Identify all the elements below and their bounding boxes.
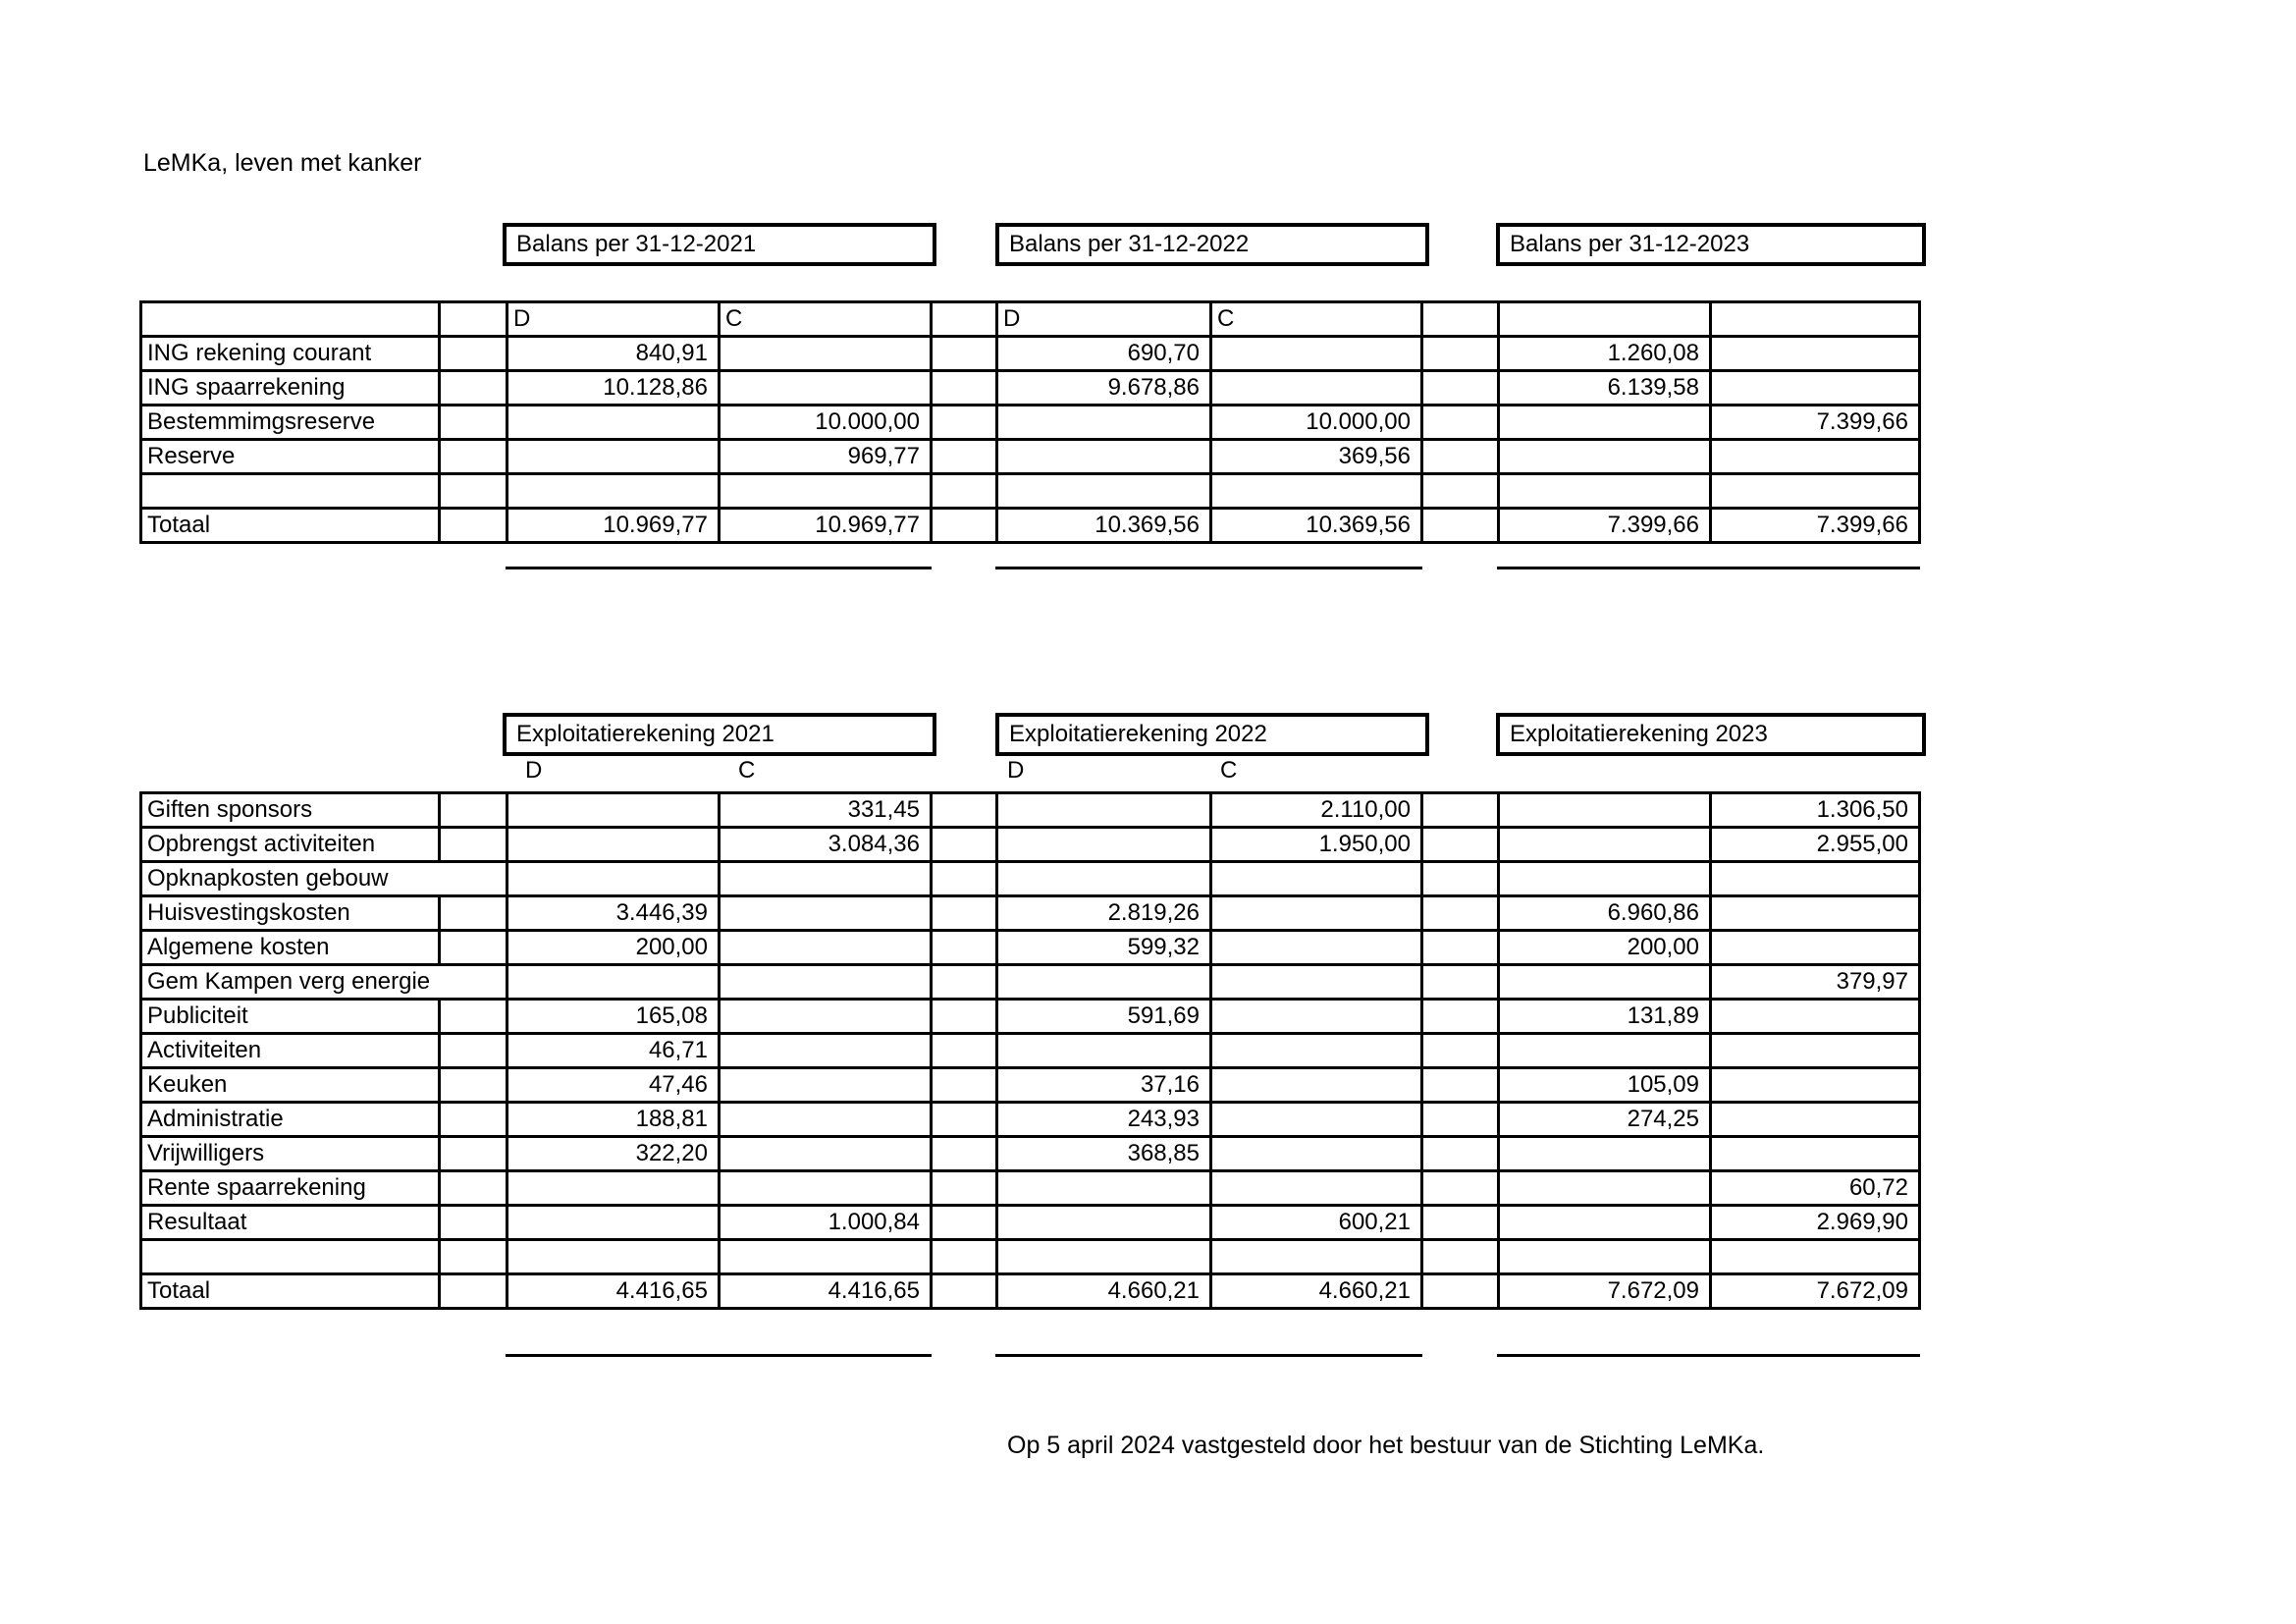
spacer-cell — [1422, 1274, 1499, 1309]
spacer-cell — [1422, 1171, 1499, 1206]
exploitatie-2022-double-underline — [995, 1354, 1422, 1357]
credit-cell — [1211, 1171, 1422, 1206]
spacer-cell — [932, 1206, 997, 1240]
exploitatie-2023-double-underline — [1497, 1354, 1920, 1357]
spacer-cell — [1422, 337, 1499, 371]
debit-cell: 690,70 — [997, 337, 1211, 371]
row-label: Administratie — [141, 1103, 440, 1137]
balans-title-2023: Balans per 31-12-2023 — [1496, 223, 1926, 266]
spacer-cell — [1422, 965, 1499, 1000]
credit-cell — [720, 1068, 932, 1103]
spacer-cell — [932, 1240, 997, 1274]
row-label: Algemene kosten — [141, 931, 440, 965]
balans-title-2021: Balans per 31-12-2021 — [503, 223, 936, 266]
table-row — [141, 1206, 1920, 1240]
debit-cell — [1499, 828, 1711, 862]
exploitatie-title-2021: Exploitatierekening 2021 — [503, 713, 936, 756]
credit-cell: 7.399,66 — [1711, 406, 1920, 440]
row-label: Gem Kampen verg energie — [141, 965, 507, 1000]
debit-cell — [997, 1206, 1211, 1240]
balans-table — [139, 300, 1921, 544]
credit-cell — [720, 371, 932, 406]
header-cell: C — [1211, 302, 1422, 337]
exploitatie-2021-credit-label: C — [738, 757, 756, 784]
debit-cell — [997, 1171, 1211, 1206]
credit-cell — [1711, 371, 1920, 406]
credit-cell: 369,56 — [1211, 440, 1422, 474]
spacer-cell — [1422, 1103, 1499, 1137]
credit-cell — [1711, 1034, 1920, 1068]
debit-cell — [1499, 793, 1711, 828]
debit-cell: 10.128,86 — [507, 371, 720, 406]
header-cell: D — [997, 302, 1211, 337]
spacer-cell — [1422, 1137, 1499, 1171]
debit-cell — [507, 965, 720, 1000]
spacer-cell — [1422, 1034, 1499, 1068]
spacer-cell — [440, 371, 507, 406]
debit-cell: 840,91 — [507, 337, 720, 371]
spacer-cell — [932, 440, 997, 474]
header-cell — [932, 302, 997, 337]
table-row — [141, 965, 1920, 1000]
credit-cell — [1211, 1137, 1422, 1171]
spacer-cell — [440, 1171, 507, 1206]
spacer-cell — [440, 793, 507, 828]
table-row — [141, 793, 1920, 828]
row-label: Totaal — [141, 1274, 440, 1309]
table-row — [141, 406, 1920, 440]
table-row — [141, 337, 1920, 371]
credit-cell — [720, 1000, 932, 1034]
spacer-cell — [932, 931, 997, 965]
spacer-cell — [1422, 862, 1499, 896]
debit-cell — [997, 793, 1211, 828]
spacer-cell — [932, 896, 997, 931]
spacer-cell — [440, 896, 507, 931]
spacer-cell — [1422, 896, 1499, 931]
spacer-cell — [932, 1068, 997, 1103]
row-label: ING rekening courant — [141, 337, 440, 371]
credit-cell — [1211, 474, 1422, 509]
debit-cell: 591,69 — [997, 1000, 1211, 1034]
debit-cell: 9.678,86 — [997, 371, 1211, 406]
exploitatie-2022-debit-label: D — [1007, 757, 1025, 784]
credit-cell: 379,97 — [1711, 965, 1920, 1000]
credit-cell — [1211, 371, 1422, 406]
debit-cell — [1499, 440, 1711, 474]
credit-cell: 60,72 — [1711, 1171, 1920, 1206]
balans-2023-double-underline — [1497, 567, 1920, 569]
debit-cell — [997, 828, 1211, 862]
table-row — [141, 474, 1920, 509]
spacer-cell — [1422, 1068, 1499, 1103]
spacer-cell — [932, 1171, 997, 1206]
table-row — [141, 509, 1920, 543]
row-label: Vrijwilligers — [141, 1137, 440, 1171]
table-row — [141, 896, 1920, 931]
balans-title-2022: Balans per 31-12-2022 — [995, 223, 1429, 266]
credit-cell — [1711, 337, 1920, 371]
debit-cell: 4.660,21 — [997, 1274, 1211, 1309]
credit-cell — [1711, 896, 1920, 931]
debit-cell — [1499, 474, 1711, 509]
spacer-cell — [440, 474, 507, 509]
debit-cell: 10.369,56 — [997, 509, 1211, 543]
spacer-cell — [932, 793, 997, 828]
credit-cell — [720, 337, 932, 371]
credit-cell — [1211, 1000, 1422, 1034]
debit-cell: 3.446,39 — [507, 896, 720, 931]
debit-cell — [1499, 862, 1711, 896]
credit-cell: 4.660,21 — [1211, 1274, 1422, 1309]
table-row — [141, 1171, 1920, 1206]
spacer-cell — [440, 1274, 507, 1309]
spacer-cell — [440, 1034, 507, 1068]
spacer-cell — [1422, 440, 1499, 474]
credit-cell — [720, 1103, 932, 1137]
debit-cell — [507, 862, 720, 896]
spacer-cell — [440, 337, 507, 371]
spacer-cell — [932, 1137, 997, 1171]
debit-cell: 105,09 — [1499, 1068, 1711, 1103]
header-cell — [141, 302, 440, 337]
debit-cell: 37,16 — [997, 1068, 1211, 1103]
spacer-cell — [932, 965, 997, 1000]
debit-cell — [1499, 406, 1711, 440]
spacer-cell — [1422, 828, 1499, 862]
table-row — [141, 1034, 1920, 1068]
exploitatie-2021-debit-label: D — [525, 757, 543, 784]
debit-cell: 6.960,86 — [1499, 896, 1711, 931]
row-label: Huisvestingskosten — [141, 896, 440, 931]
credit-cell — [1711, 1068, 1920, 1103]
exploitatie-title-2023: Exploitatierekening 2023 — [1496, 713, 1926, 756]
spacer-cell — [932, 1103, 997, 1137]
spacer-cell — [1422, 931, 1499, 965]
credit-cell — [1711, 862, 1920, 896]
credit-cell: 7.399,66 — [1711, 509, 1920, 543]
credit-cell — [720, 1240, 932, 1274]
exploitatie-2021-double-underline — [506, 1354, 932, 1357]
credit-cell — [1711, 1240, 1920, 1274]
credit-cell — [720, 474, 932, 509]
debit-cell: 10.969,77 — [507, 509, 720, 543]
row-label: Publiciteit — [141, 1000, 440, 1034]
spacer-cell — [440, 828, 507, 862]
debit-cell: 200,00 — [507, 931, 720, 965]
exploitatie-table — [139, 791, 1921, 1310]
exploitatie-title-2022: Exploitatierekening 2022 — [995, 713, 1429, 756]
spacer-cell — [1422, 509, 1499, 543]
table-row — [141, 1240, 1920, 1274]
row-label: ING spaarrekening — [141, 371, 440, 406]
debit-cell — [997, 406, 1211, 440]
debit-cell — [1499, 1034, 1711, 1068]
row-label: Giften sponsors — [141, 793, 440, 828]
credit-cell: 10.000,00 — [720, 406, 932, 440]
credit-cell — [720, 1034, 932, 1068]
debit-cell: 243,93 — [997, 1103, 1211, 1137]
spacer-cell — [932, 406, 997, 440]
credit-cell — [1211, 337, 1422, 371]
credit-cell — [1211, 1240, 1422, 1274]
credit-cell: 1.306,50 — [1711, 793, 1920, 828]
debit-cell: 368,85 — [997, 1137, 1211, 1171]
row-label: Reserve — [141, 440, 440, 474]
spacer-cell — [440, 931, 507, 965]
exploitatie-2022-credit-label: C — [1220, 757, 1238, 784]
spacer-cell — [440, 1137, 507, 1171]
spacer-cell — [932, 509, 997, 543]
debit-cell — [997, 1034, 1211, 1068]
spacer-cell — [932, 371, 997, 406]
credit-cell: 7.672,09 — [1711, 1274, 1920, 1309]
credit-cell — [1711, 931, 1920, 965]
credit-cell: 4.416,65 — [720, 1274, 932, 1309]
credit-cell: 2.110,00 — [1211, 793, 1422, 828]
row-label: Opknapkosten gebouw — [141, 862, 507, 896]
row-label: Rente spaarrekening — [141, 1171, 440, 1206]
spacer-cell — [932, 1274, 997, 1309]
debit-cell: 274,25 — [1499, 1103, 1711, 1137]
credit-cell — [720, 896, 932, 931]
spacer-cell — [932, 474, 997, 509]
credit-cell: 1.000,84 — [720, 1206, 932, 1240]
credit-cell — [1711, 474, 1920, 509]
row-label: Activiteiten — [141, 1034, 440, 1068]
table-row — [141, 440, 1920, 474]
organization-title: LeMKa, leven met kanker — [143, 149, 422, 177]
debit-cell: 599,32 — [997, 931, 1211, 965]
table-row — [141, 1103, 1920, 1137]
credit-cell: 969,77 — [720, 440, 932, 474]
spacer-cell — [440, 1103, 507, 1137]
row-label — [141, 474, 440, 509]
header-cell: D — [507, 302, 720, 337]
debit-cell: 2.819,26 — [997, 896, 1211, 931]
spacer-cell — [932, 1034, 997, 1068]
spacer-cell — [932, 828, 997, 862]
credit-cell — [1711, 440, 1920, 474]
spacer-cell — [932, 337, 997, 371]
table-row — [141, 1274, 1920, 1309]
debit-cell — [997, 474, 1211, 509]
row-label: Totaal — [141, 509, 440, 543]
credit-cell — [720, 965, 932, 1000]
table-row — [141, 862, 1920, 896]
debit-cell: 200,00 — [1499, 931, 1711, 965]
debit-cell — [1499, 1137, 1711, 1171]
row-label: Resultaat — [141, 1206, 440, 1240]
table-row — [141, 1068, 1920, 1103]
spacer-cell — [1422, 793, 1499, 828]
header-cell — [440, 302, 507, 337]
credit-cell — [1711, 1000, 1920, 1034]
debit-cell: 1.260,08 — [1499, 337, 1711, 371]
table-row — [141, 1000, 1920, 1034]
debit-cell: 6.139,58 — [1499, 371, 1711, 406]
credit-cell: 3.084,36 — [720, 828, 932, 862]
credit-cell: 600,21 — [1211, 1206, 1422, 1240]
balans-2022-double-underline — [995, 567, 1422, 569]
credit-cell: 2.969,90 — [1711, 1206, 1920, 1240]
debit-cell — [1499, 1171, 1711, 1206]
debit-cell — [507, 440, 720, 474]
credit-cell — [1211, 931, 1422, 965]
debit-cell: 7.399,66 — [1499, 509, 1711, 543]
debit-cell: 7.672,09 — [1499, 1274, 1711, 1309]
debit-cell — [507, 1240, 720, 1274]
debit-cell — [997, 440, 1211, 474]
spacer-cell — [440, 406, 507, 440]
row-label: Bestemmimgsreserve — [141, 406, 440, 440]
debit-cell — [1499, 1240, 1711, 1274]
header-cell — [1422, 302, 1499, 337]
table-row — [141, 931, 1920, 965]
row-label — [141, 1240, 440, 1274]
debit-cell — [507, 474, 720, 509]
credit-cell: 2.955,00 — [1711, 828, 1920, 862]
spacer-cell — [440, 1206, 507, 1240]
credit-cell — [1711, 1103, 1920, 1137]
row-label: Opbrengst activiteiten — [141, 828, 440, 862]
debit-cell — [997, 965, 1211, 1000]
credit-cell — [1211, 1068, 1422, 1103]
spacer-cell — [1422, 406, 1499, 440]
table-row — [141, 1137, 1920, 1171]
credit-cell: 1.950,00 — [1211, 828, 1422, 862]
credit-cell — [1211, 896, 1422, 931]
credit-cell — [1211, 1103, 1422, 1137]
spacer-cell — [932, 1000, 997, 1034]
balans-2021-double-underline — [506, 567, 932, 569]
spacer-cell — [440, 440, 507, 474]
debit-cell: 4.416,65 — [507, 1274, 720, 1309]
row-label: Keuken — [141, 1068, 440, 1103]
debit-cell: 188,81 — [507, 1103, 720, 1137]
debit-cell — [997, 862, 1211, 896]
debit-cell — [507, 793, 720, 828]
spacer-cell — [1422, 371, 1499, 406]
credit-cell — [1211, 862, 1422, 896]
header-cell: C — [720, 302, 932, 337]
credit-cell: 10.000,00 — [1211, 406, 1422, 440]
credit-cell: 10.369,56 — [1211, 509, 1422, 543]
debit-cell — [507, 1171, 720, 1206]
debit-cell — [1499, 1206, 1711, 1240]
debit-cell — [997, 1240, 1211, 1274]
debit-cell: 322,20 — [507, 1137, 720, 1171]
table-row — [141, 371, 1920, 406]
debit-cell: 131,89 — [1499, 1000, 1711, 1034]
spacer-cell — [1422, 1206, 1499, 1240]
spacer-cell — [440, 1068, 507, 1103]
debit-cell — [1499, 965, 1711, 1000]
spacer-cell — [1422, 1000, 1499, 1034]
debit-cell — [507, 828, 720, 862]
spacer-cell — [440, 509, 507, 543]
spacer-cell — [1422, 474, 1499, 509]
credit-cell — [1211, 1034, 1422, 1068]
spacer-cell — [440, 1240, 507, 1274]
credit-cell: 10.969,77 — [720, 509, 932, 543]
credit-cell — [1211, 965, 1422, 1000]
table-row — [141, 828, 1920, 862]
debit-cell — [507, 1206, 720, 1240]
debit-cell: 46,71 — [507, 1034, 720, 1068]
credit-cell: 331,45 — [720, 793, 932, 828]
spacer-cell — [1422, 1240, 1499, 1274]
debit-cell: 47,46 — [507, 1068, 720, 1103]
credit-cell — [720, 862, 932, 896]
credit-cell — [720, 931, 932, 965]
table-header-row — [141, 302, 1920, 337]
debit-cell: 165,08 — [507, 1000, 720, 1034]
header-cell — [1499, 302, 1711, 337]
credit-cell — [720, 1171, 932, 1206]
header-cell — [1711, 302, 1920, 337]
spacer-cell — [932, 862, 997, 896]
credit-cell — [1711, 1137, 1920, 1171]
credit-cell — [720, 1137, 932, 1171]
spacer-cell — [440, 1000, 507, 1034]
debit-cell — [507, 406, 720, 440]
approval-note: Op 5 april 2024 vastgesteld door het bestuur van de Stichting LeMKa. — [1007, 1432, 1765, 1459]
